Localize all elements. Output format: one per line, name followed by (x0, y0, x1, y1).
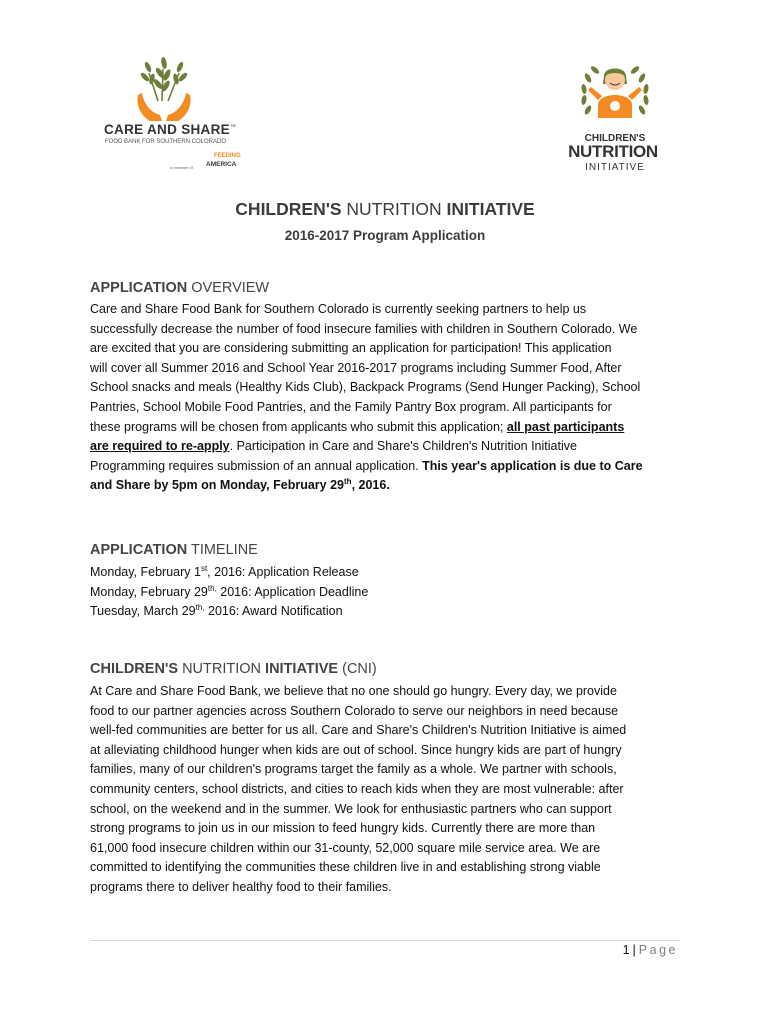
member-text: A member of (170, 165, 193, 170)
page-number: 1 (622, 943, 630, 957)
cni-paragraph (90, 682, 680, 898)
text-line: Care and Share Food Bank for Southern Colorado is currently seeking partners to help us (90, 302, 587, 316)
cni-logo-line2: NUTRITION (568, 142, 658, 161)
text-line: strong programs to join us in our mission to feed hungry kids. Currently there are more than (90, 821, 596, 836)
text-line: and Share by 5pm on Monday, February 29th, 2016. (90, 477, 390, 493)
page-footer: 1 | Page (622, 943, 678, 957)
footer-divider (90, 940, 680, 941)
america-text: AMERICA (206, 161, 237, 168)
text-line: these programs will be chosen from applicants who submit this application; all past participants (90, 419, 625, 434)
feeding-text: FEEDING (214, 153, 241, 159)
child-wreath-icon (560, 60, 670, 130)
text-line: well-fed communities are better for us all. Care and Share's Children's Nutrition Initiative is aimed (90, 723, 627, 738)
overview-heading: APPLICATION OVERVIEW (90, 280, 270, 296)
timeline-item: Monday, February 1st, 2016: Application Release (90, 563, 359, 579)
care-and-share-subtitle: FOOD BANK FOR SOUTHERN COLORADO (105, 139, 227, 145)
cni-logo-line1: CHILDREN'S (584, 133, 646, 144)
text-line: 61,000 food insecure children within our 31-county, 52,000 square mile service area. We are (90, 840, 601, 855)
text-line: community centers, school districts, and cities to reach kids when they are most vulnerable: after (90, 781, 624, 796)
cni-heading: CHILDREN'S NUTRITION INITIATIVE (CNI) (90, 661, 377, 677)
document-title: CHILDREN'S NUTRITION INITIATIVE (235, 199, 535, 219)
emphasis-reapply: are required to re-apply (90, 439, 230, 454)
overview-paragraph (90, 300, 680, 496)
timeline-item: Monday, February $29^{th,}$ 2016: Application Deadline (90, 583, 369, 599)
due-date-emphasis: This year's application is due to Care (422, 458, 643, 473)
text-line: successfully decrease the number of food insecure families with children in Southern Colorado. We (90, 321, 638, 336)
text-line: are excited that you are considering submitting an application for participation! This application (90, 341, 612, 356)
text-line: will cover all Summer 2016 and School Year 2016-2017 programs including Summer Food, After (90, 360, 622, 375)
text-line: At Care and Share Food Bank, we believe that no one should go hungry. Every day, we provide (90, 684, 617, 698)
cni-logo-line3: INITIATIVE (585, 162, 645, 173)
cni-logo (560, 60, 680, 180)
text-line: School snacks and meals (Healthy Kids Club), Backpack Programs (Send Hunger Packing), School (90, 380, 641, 395)
text-line: at alleviating childhood hunger when kids are out of school. Since hungry kids are part of hungry (90, 742, 622, 757)
page-label: Page (638, 943, 678, 957)
timeline-item: Tuesday, March $29^{th,}$ 2016: Award Notification (90, 603, 343, 619)
text-line: families, many of our children's programs target the family as a whole. We partner with schools, (90, 762, 617, 777)
text-line: are required to re-apply. Participation in Care and Share's Children's Nutrition Initiative (90, 439, 577, 454)
timeline-list (90, 563, 680, 622)
timeline-heading: APPLICATION TIMELINE (90, 542, 258, 558)
text-line: Programming requires submission of an annual application. This year's application is due to Care (90, 458, 643, 473)
care-and-share-name: CARE AND SHARE™ (104, 122, 237, 137)
text-line: food to our partner agencies across Southern Colorado to serve our neighbors in need because (90, 703, 619, 718)
wheat-hands-icon (100, 55, 260, 125)
document-subtitle: 2016-2017 Program Application (284, 228, 486, 243)
emphasis-past-participants: all past participants (506, 419, 625, 434)
text-line: Pantries, School Mobile Food Pantries, and the Family Pantry Box program. All participants for (90, 399, 612, 414)
text-line: committed to identifying the communities these children live in and establishing strong viable (90, 860, 601, 875)
text-line: programs there to deliver healthy food to their families. (90, 879, 392, 894)
text-line: school, on the weekend and in the summer. We look for enthusiastic partners who can support (90, 801, 612, 816)
care-and-share-logo (100, 55, 260, 185)
